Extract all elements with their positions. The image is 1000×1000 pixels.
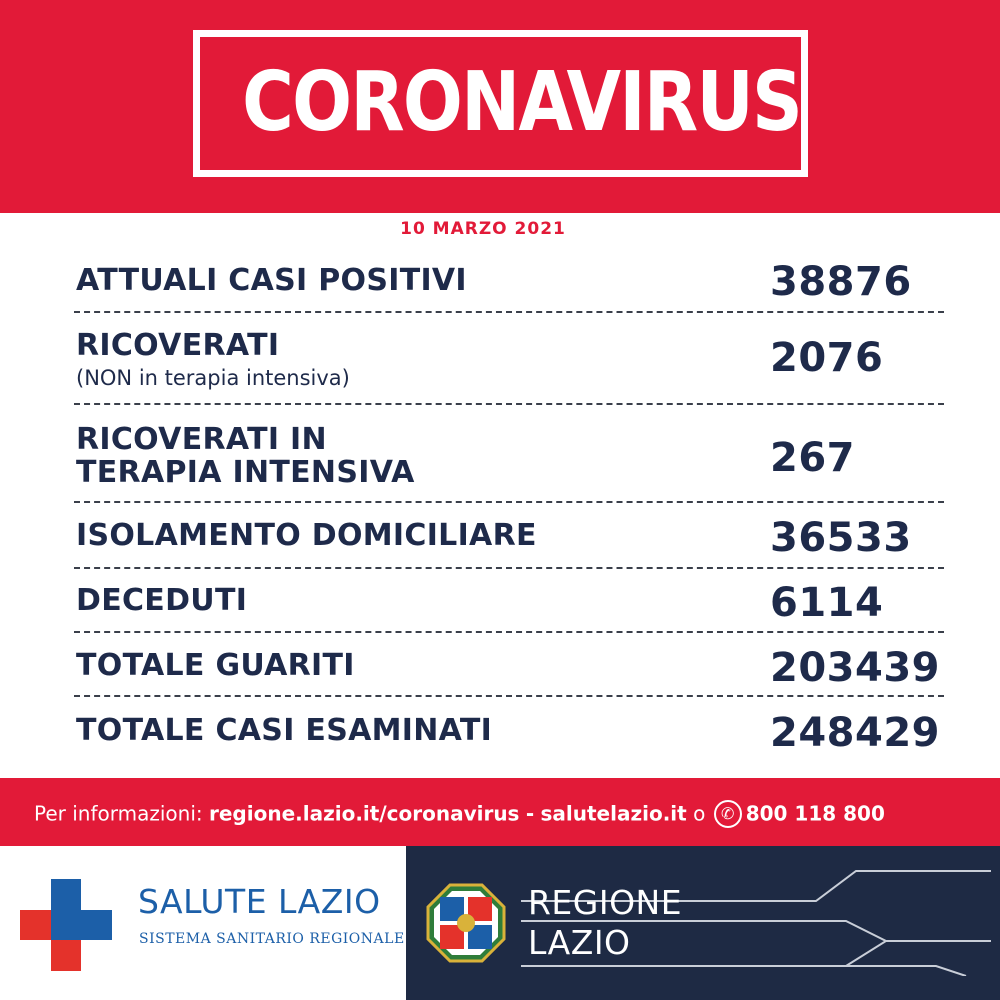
info-band [0,778,1000,846]
phone-icon: ✆ [714,800,742,828]
info-link-salutelazio[interactable]: salutelazio.it [540,801,687,826]
stat-value: 38876 [770,259,912,305]
stat-value: 2076 [770,335,884,381]
row-divider [74,695,944,697]
regione-emblem-icon [426,883,506,963]
stat-sublabel: (NON in terapia intensiva) [76,366,350,390]
stat-label-line2: TERAPIA INTENSIVA [76,455,415,490]
stat-label: DECEDUTI [76,583,248,618]
stat-label: ATTUALI CASI POSITIVI [76,263,467,298]
regione-lazio-title-line2: LAZIO [528,923,631,962]
stat-label: RICOVERATI [76,328,280,363]
health-cross-icon [20,879,112,971]
salute-lazio-subtitle: SISTEMA SANITARIO REGIONALE [139,931,405,947]
row-divider [74,567,944,569]
stat-value: 6114 [770,580,884,626]
title-frame [193,30,808,177]
row-divider [74,311,944,313]
regione-lazio-logo [406,846,1000,1000]
info-text [34,800,885,830]
stat-label-line1: RICOVERATI IN [76,422,327,457]
info-link-regione[interactable]: regione.lazio.it/coronavirus [208,801,520,826]
info-separator: - [525,801,535,826]
salute-lazio-logo [0,846,406,1000]
stat-value: 248429 [770,710,940,756]
header-banner [0,0,1000,213]
info-or: o [693,801,706,826]
row-divider [74,501,944,503]
stat-value: 203439 [770,645,940,691]
stat-value: 267 [770,435,855,481]
stat-label: ISOLAMENTO DOMICILIARE [76,518,537,553]
page-title: CORONAVIRUS [242,55,802,150]
regione-lazio-title-line1: REGIONE [528,883,683,922]
report-date: 10 MARZO 2021 [400,219,566,239]
stat-label: TOTALE GUARITI [76,648,355,683]
row-divider [74,403,944,405]
row-divider [74,631,944,633]
salute-lazio-title: SALUTE LAZIO [138,882,381,921]
stat-label: TOTALE CASI ESAMINATI [76,713,493,748]
info-phone[interactable]: 800 118 800 [745,801,885,826]
stat-value: 36533 [770,515,912,561]
info-prefix: Per informazioni: [34,801,203,826]
